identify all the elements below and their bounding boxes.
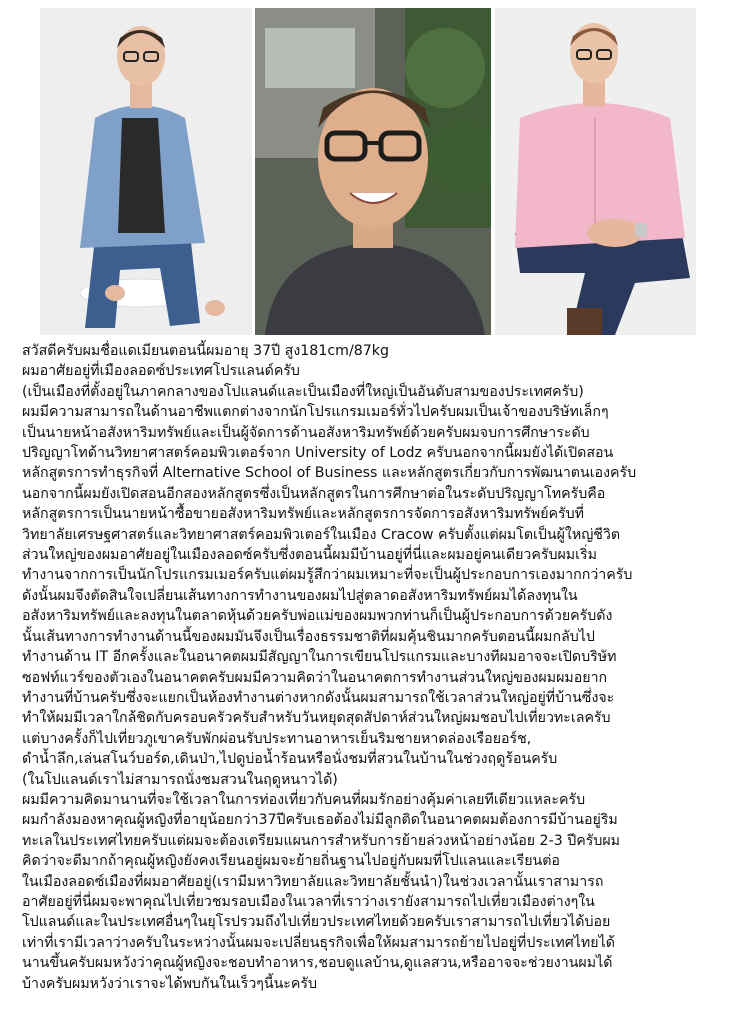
text-line: (ในโปแลนด์เราไม่สามารถนั่งชมสวนในฤดูหนาวได้) — [22, 771, 338, 788]
text-line: แต่บางครั้งก็ไปเที่ยวภูเขาครับพักผ่อนรับประทานอาหารเย็นริมชายหาดล่องเรือยอร์ช, — [22, 730, 532, 747]
profile-description — [22, 341, 712, 994]
text-line: วิทยาลัยเศรษฐศาสตร์และวิทยาศาสตร์คอมพิวเตอร์ในเมือง Cracow ครับตั้งแต่ผมโตเป็นผู้ใหญ่ชีวิต — [22, 526, 621, 543]
text-line: ทำงานที่บ้านครับซึ่งจะแยกเป็นห้องทำงานต่างหากดังนั้นผมสามารถใช้เวลาส่วนใหญ่อยู่ที่บ้านซึ่งจะ — [22, 689, 615, 706]
text-line: ซอฟท์แวร์ของตัวเองในอนาคตครับผมมีความคิดว่าในอนาคตการทำงานส่วนใหญ่ของผมผมอยาก — [22, 669, 608, 686]
text-line: อสังหาริมทรัพย์และลงทุนในตลาดหุ้นด้วยครับพ่อแม่ของผมพวกท่านก็เป็นผู้ประกอบการด้วยครับดัง — [22, 608, 613, 625]
text-line: อาศัยอยู่ที่นี่ผมจะพาคุณไปเที่ยวชมรอบเมืองในเวลาที่เราว่างเรายังสามารถไปเที่ยวเมืองต่างๆใน — [22, 893, 595, 910]
text-line: นั้นเส้นทางการทำงานด้านนี้ของผมมันจึงเป็นเรื่องธรรมชาติที่ผมคุ้นชินมากครับตอนนี้ผมกลับไป — [22, 628, 595, 645]
profile-photo-3 — [495, 8, 696, 335]
text-line: ผมกำลังมองหาคุณผู้หญิงที่อายุน้อยกว่า37ปีครับเธอต้องไม่มีลูกติดในอนาคตผมต้องการมีบ้านอยู่ริม — [22, 812, 618, 829]
text-line: สวัสดีครับผมชื่อแดเมียนตอนนี้ผมอายุ 37ปี สูง181cm/87kg — [22, 343, 390, 359]
text-line: ดังนั้นผมจึงตัดสินใจเปลี่ยนเส้นทางการทำงานของผมไปสู่ตลาดอสังหาริมทรัพย์ผมได้ลงทุนใน — [22, 587, 578, 604]
text-line: หลักสูตรการเป็นนายหน้าซื้อขายอสังหาริมทรัพย์และหลักสูตรการจัดการอสังหาริมทรัพย์ครับที่ — [22, 506, 584, 523]
text-line: นานขึ้นครับผมหวังว่าคุณผู้หญิงจะชอบทำอาหาร,ชอบดูแลบ้าน,ดูแลสวน,หรืออาจจะช่วยงานผมได้ — [22, 955, 613, 972]
text-line: เท่าที่เรามีเวลาว่างครับในระหว่างนั้นผมจะเปลี่ยนธุรกิจเพื่อให้ผมสามารถย้ายไปอยู่ที่ประเทศไทยได้ — [22, 934, 615, 951]
text-line: ดำน้ำลึก,เล่นสโนว์บอร์ด,เดินป่า,ไปดูบ่อน้ำร้อนหรือนั่งชมที่สวนในบ้านในช่วงฤดูร้อนครับ — [22, 751, 558, 768]
profile-photo-1 — [40, 8, 252, 335]
text-line: เป็นนายหน้าอสังหาริมทรัพย์และเป็นผู้จัดการด้านอสังหาริมทรัพย์ด้วยครับผมจบการศึกษาระดับ — [22, 424, 590, 441]
text-line: ในเมืองลอดซ์เมืองที่ผมอาศัยอยู่(เรามีมหาวิทยาลัยและวิทยาลัยชั้นนำ)ในช่วงเวลานั้นเราสามารถ — [22, 873, 604, 890]
text-line: ทำงานด้าน IT อีกครั้งและในอนาคตผมมีสัญญาในการเขียนโปรแกรมและบางทีผมอาจจะเปิดบริษัท — [22, 649, 617, 666]
text-line: ส่วนใหญ่ของผมอาศัยอยู่ในเมืองลอดซ์ครับซึ่งตอนนี้ผมมีบ้านอยู่ที่นี่และผมอยู่คนเดียวครับผมเริ่ม — [22, 547, 597, 564]
text-line: (เป็นเมืองที่ตั้งอยู่ในภาคกลางของโปแลนด์และเป็นเมืองที่ใหญ่เป็นอันดับสามของประเทศครับ) — [22, 383, 584, 400]
profile-photo-2 — [255, 8, 491, 335]
text-line: หลักสูตรการทำธุรกิจที่ Alternative School of Business และหลักสูตรเกี่ยวกับการพัฒนาตนเองครับ — [22, 465, 637, 482]
text-line: นอกจากนี้ผมยังเปิดสอนอีกสองหลักสูตรซึ่งเป็นหลักสูตรในการศึกษาต่อในระดับปริญญาโทครับคือ — [22, 485, 606, 502]
text-line: ทำงานจากการเป็นนักโปรแกรมเมอร์ครับแต่ผมรู้สึกว่าผมเหมาะที่จะเป็นผู้ประกอบการเองมากกว่าครับ — [22, 567, 633, 584]
text-line: บ้างครับผมหวังว่าเราจะได้พบกันในเร็วๆนี้นะครับ — [22, 975, 318, 992]
text-line: ทะเลในประเทศไทยครับแต่ผมจะต้องเตรียมแผนการสำหรับการย้ายล่วงหน้าอย่างน้อย 2-3 ปีครับผม — [22, 832, 621, 849]
text-line: โปแลนด์และในประเทศอื่นๆในยุโรปรวมถึงไปเที่ยวประเทศไทยด้วยครับเราสามารถไปเที่ยวได้บ่อย — [22, 914, 611, 931]
text-line: ปริญญาโทด้านวิทยาศาสตร์คอมพิวเตอร์จาก University of Lodz ครับนอกจากนี้ผมยังได้เปิดสอน — [22, 445, 614, 462]
text-line: ทำให้ผมมีเวลาใกล้ชิดกับครอบครัวครับสำหรับวันหยุดสุดสัปดาห์ส่วนใหญ่ผมชอบไปเที่ยวทะเลครับ — [22, 710, 611, 727]
photo-strip — [40, 8, 696, 335]
text-line: คิดว่าจะดีมากถ้าคุณผู้หญิงยังคงเรียนอยู่ผมจะย้ายถิ่นฐานไปอยู่กับผมที่โปแลนและเรียนต่อ — [22, 853, 560, 870]
text-line: ผมมีความคิดมานานที่จะใช้เวลาในการท่องเที่ยวกับคนที่ผมรักอย่างคุ้มค่าเลยทีเดียวแหละครับ — [22, 791, 586, 808]
text-line: ผมมีความสามารถในด้านอาชีพแตกต่างจากนักโปรแกรมเมอร์ทั่วไปครับผมเป็นเจ้าของบริษัทเล็กๆ — [22, 404, 609, 421]
text-line: ผมอาศัยอยู่ที่เมืองลอดซ์ประเทศโปรแลนด์ครับ — [22, 363, 300, 380]
